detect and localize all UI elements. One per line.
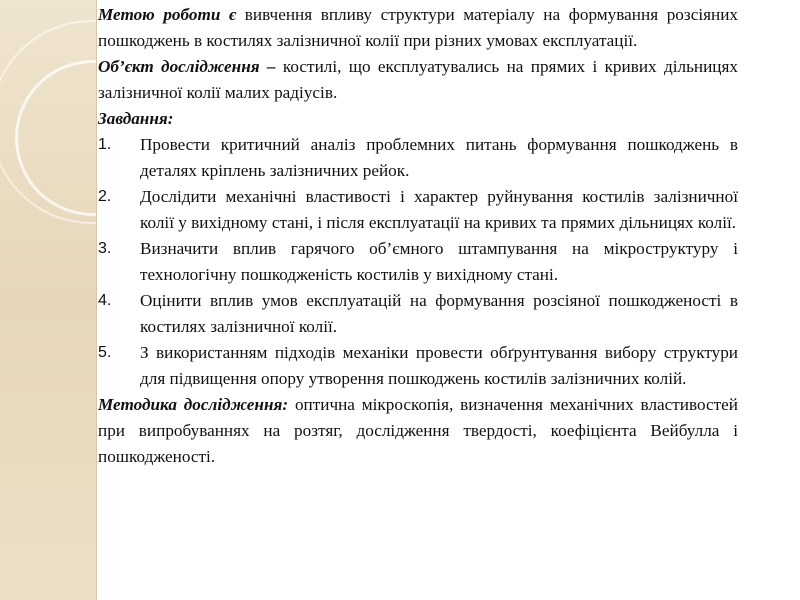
list-item-number: 2. (98, 188, 112, 205)
list-item-text: З використанням підходів механіки провести обґрунтування вибору структури для підвищення опору утворення пошкоджень костилів залізничних колій. (140, 343, 738, 388)
method-paragraph (98, 392, 738, 470)
panel-divider (96, 0, 97, 600)
goal-lead: Метою роботи є (98, 5, 237, 24)
list-item (98, 236, 738, 288)
list-item (98, 184, 738, 236)
list-item-text: Дослідити механічні властивості і характер руйнування костилів залізничної колії у вихідному стані, і після експлуатації на кривих та прямих дільницях колії. (140, 187, 738, 232)
goal-paragraph (98, 2, 738, 54)
tasks-list (98, 132, 738, 392)
method-text: оптична мікроскопія, визначення механічних властивостей при випробуваннях на розтяг, дослідження твердості, коефіцієнта Вейбулла і пошкодженості. (98, 395, 738, 466)
object-text: костилі, що експлуатувались на прямих і кривих дільницях залізничної колії малих радіусів. (98, 57, 739, 102)
list-item (98, 340, 738, 392)
list-item-text: Оцінити вплив умов експлуатацій на формування розсіяної пошкодженості в костилях залізничної колії. (140, 291, 738, 336)
tasks-title: Завдання: (98, 109, 174, 128)
decorative-side-panel (0, 0, 96, 600)
object-paragraph (98, 54, 738, 106)
list-item-text: Визначити вплив гарячого об’ємного штампування на мікроструктуру і технологічну пошкодженість костилів у вихідному стані. (140, 239, 738, 284)
list-item-number: 3. (98, 240, 112, 257)
object-lead: Об’єкт дослідження – (98, 57, 276, 76)
list-item-number: 1. (98, 136, 112, 153)
goal-text: вивчення впливу структури матеріалу на формування розсіяних пошкоджень в костилях залізничної колії при різних умовах експлуатації. (98, 5, 738, 50)
list-item-number: 4. (98, 292, 112, 309)
list-item-text: Провести критичний аналіз проблемних питань формування пошкоджень в деталях кріплень залізничних рейок. (140, 135, 738, 180)
list-item (98, 288, 738, 340)
list-item-number: 5. (98, 344, 112, 361)
list-item (98, 132, 738, 184)
slide-content (98, 2, 738, 470)
method-lead: Методика дослідження: (98, 395, 289, 414)
